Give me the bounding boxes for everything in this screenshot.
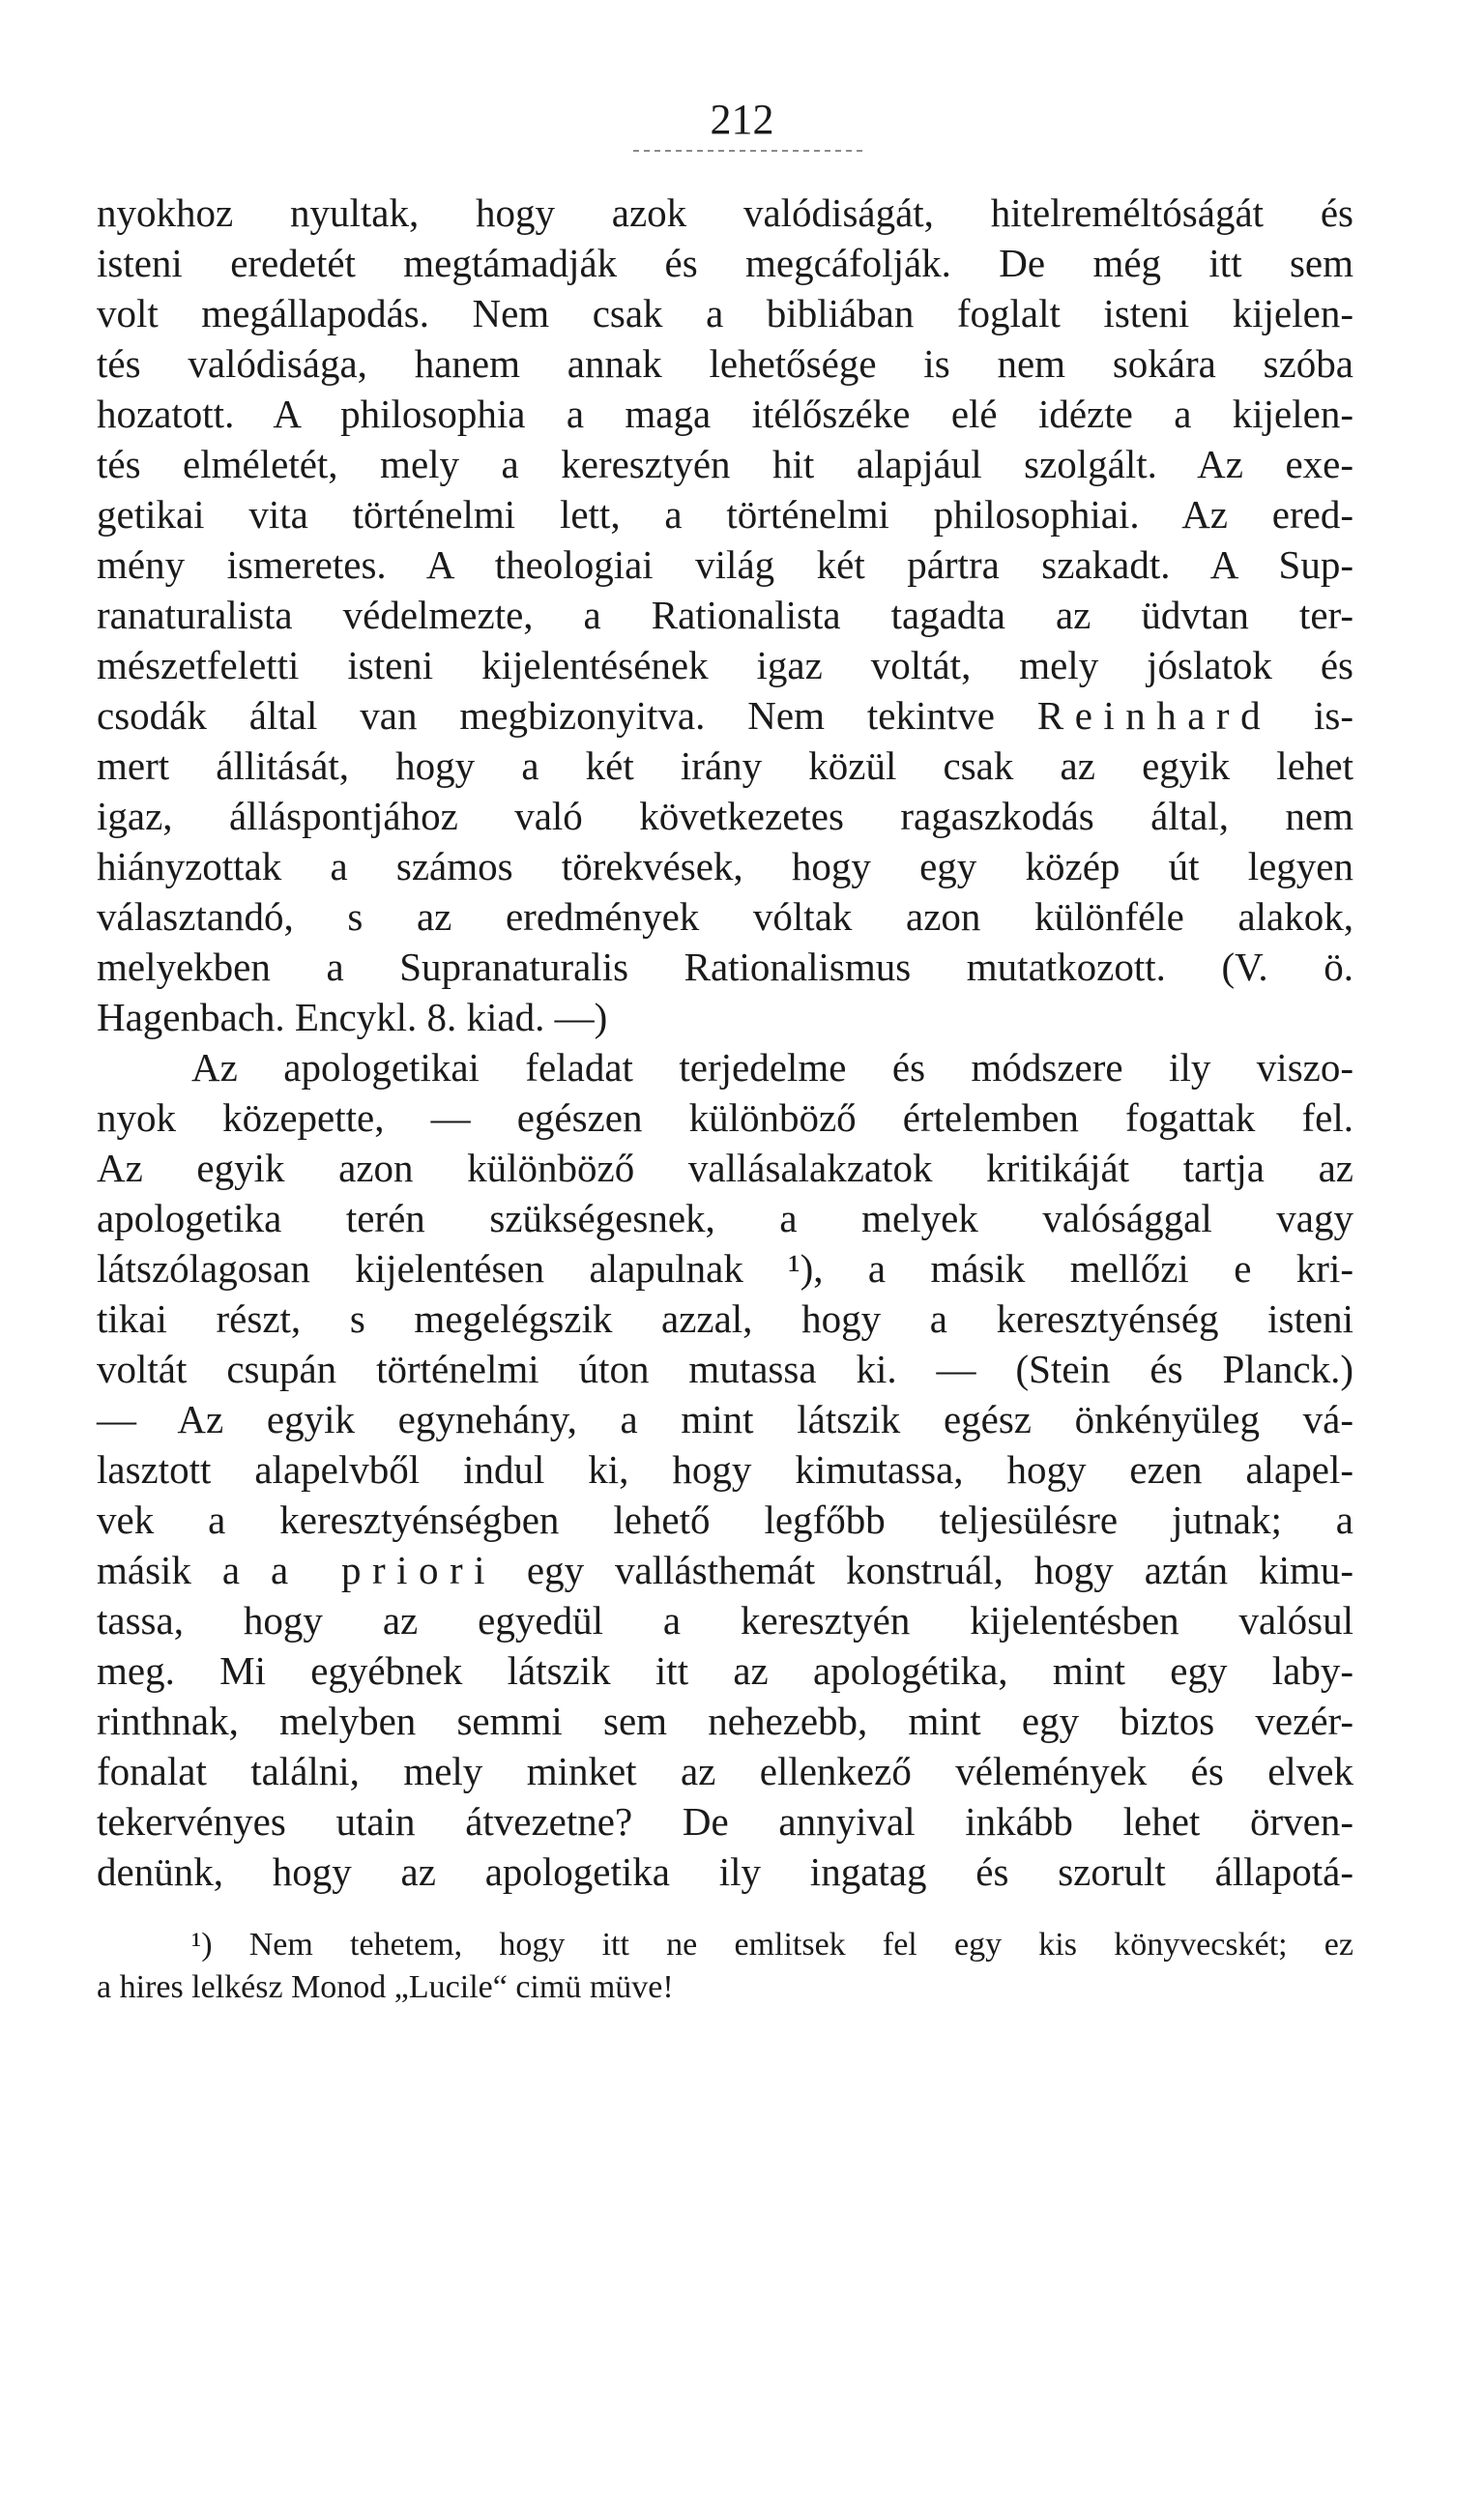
body-line: mény ismeretes. A theologiai világ két pártra szakadt. A Sup- bbox=[97, 542, 1353, 587]
body-line bbox=[97, 690, 1353, 741]
body-line: voltát csupán történelmi úton mutassa ki. — (Stein és Planck.) bbox=[97, 1347, 1353, 1391]
body-line: meg. Mi egyébnek látszik itt az apologétika, mint egy laby- bbox=[97, 1648, 1353, 1693]
body-line: Az apologetikai feladat terjedelme és módszere ily viszo- bbox=[191, 1045, 1353, 1090]
footnote-line: a hires lelkész Monod „Lucile“ cimü müve! bbox=[97, 1969, 674, 2005]
body-line: lasztott alapelvből indul ki, hogy kimutassa, hogy ezen alapel- bbox=[97, 1447, 1353, 1492]
page-number-rule bbox=[633, 150, 865, 152]
body-line: tekervényes utain átvezetne? De annyival inkább lehet örven- bbox=[97, 1799, 1353, 1844]
body-line: vek a keresztyénségben lehető legfőbb teljesülésre jutnak; a bbox=[97, 1498, 1353, 1542]
body-line: — Az egyik egynehány, a mint látszik egész önkényüleg vá- bbox=[97, 1397, 1353, 1441]
body-line: választandó, s az eredmények vóltak azon különféle alakok, bbox=[97, 894, 1353, 939]
body-line: nyokhoz nyultak, hogy azok valódiságát, hitelreméltóságát és bbox=[97, 190, 1353, 235]
body-line: tassa, hogy az egyedül a keresztyén kijelentésben valósul bbox=[97, 1598, 1353, 1643]
term-a-priori: a priori bbox=[270, 1548, 496, 1592]
body-line: Hagenbach. Encykl. 8. kiad. —) bbox=[97, 995, 608, 1039]
body-line: fonalat találni, mely minket az ellenkező vélemények és elvek bbox=[97, 1749, 1353, 1793]
footnote-line: ¹) Nem tehetem, hogy itt ne emlitsek fel egy kis könyvecskét; ez bbox=[191, 1927, 1353, 1963]
body-line: isteni eredetét megtámadják és megcáfolják. De még itt sem bbox=[97, 241, 1353, 285]
body-line: ranaturalista védelmezte, a Rationalista tagadta az üdvtan ter- bbox=[97, 593, 1353, 637]
body-line: látszólagosan kijelentésen alapulnak ¹), a másik mellőzi e kri- bbox=[97, 1246, 1353, 1291]
body-line: apologetika terén szükségesnek, a melyek valósággal vagy bbox=[97, 1196, 1353, 1240]
body-line: igaz, álláspontjához való következetes ragaszkodás által, nem bbox=[97, 794, 1353, 838]
body-line-text: másik a bbox=[97, 1548, 241, 1592]
body-line: rinthnak, melyben semmi sem nehezebb, mint egy biztos vezér- bbox=[97, 1699, 1353, 1743]
body-line: denünk, hogy az apologetika ily ingatag és szorult állapotá- bbox=[97, 1849, 1353, 1894]
body-line-text: is- bbox=[1314, 693, 1353, 738]
body-line: tés elméletét, mely a keresztyén hit alapjául szolgált. Az exe- bbox=[97, 442, 1353, 486]
body-line: hozatott. A philosophia a maga itélőszéke elé idézte a kijelen- bbox=[97, 392, 1353, 436]
page-number: 212 bbox=[710, 96, 774, 143]
body-line: melyekben a Supranaturalis Rationalismus mutatkozott. (V. ö. bbox=[97, 945, 1353, 989]
body-line: nyok közepette, — egészen különböző értelemben fogattak fel. bbox=[97, 1095, 1353, 1140]
body-line: Az egyik azon különböző vallásalakzatok kritikáját tartja az bbox=[97, 1146, 1353, 1190]
body-line: volt megállapodás. Nem csak a bibliában foglalt isteni kijelen- bbox=[97, 291, 1353, 335]
body-line: mészetfeletti isteni kijelentésének igaz voltát, mely jóslatok és bbox=[97, 643, 1353, 687]
body-line: tikai részt, s megelégszik azzal, hogy a keresztyénség isteni bbox=[97, 1296, 1353, 1341]
body-line-text: csodák által van megbizonyitva. Nem tekintve bbox=[97, 693, 995, 738]
body-line: getikai vita történelmi lett, a történelmi philosophiai. Az ered- bbox=[97, 492, 1353, 537]
body-line: hiányzottak a számos törekvések, hogy egy közép út legyen bbox=[97, 844, 1353, 888]
body-line: mert állitását, hogy a két irány közül csak az egyik lehet bbox=[97, 743, 1353, 788]
body-line bbox=[97, 1545, 1353, 1595]
body-line-text: egy vallásthemát konstruál, hogy aztán kimu- bbox=[526, 1548, 1354, 1592]
name-reinhard: Reinhard bbox=[1036, 693, 1272, 738]
body-line: tés valódisága, hanem annak lehetősége is nem sokára szóba bbox=[97, 341, 1353, 386]
